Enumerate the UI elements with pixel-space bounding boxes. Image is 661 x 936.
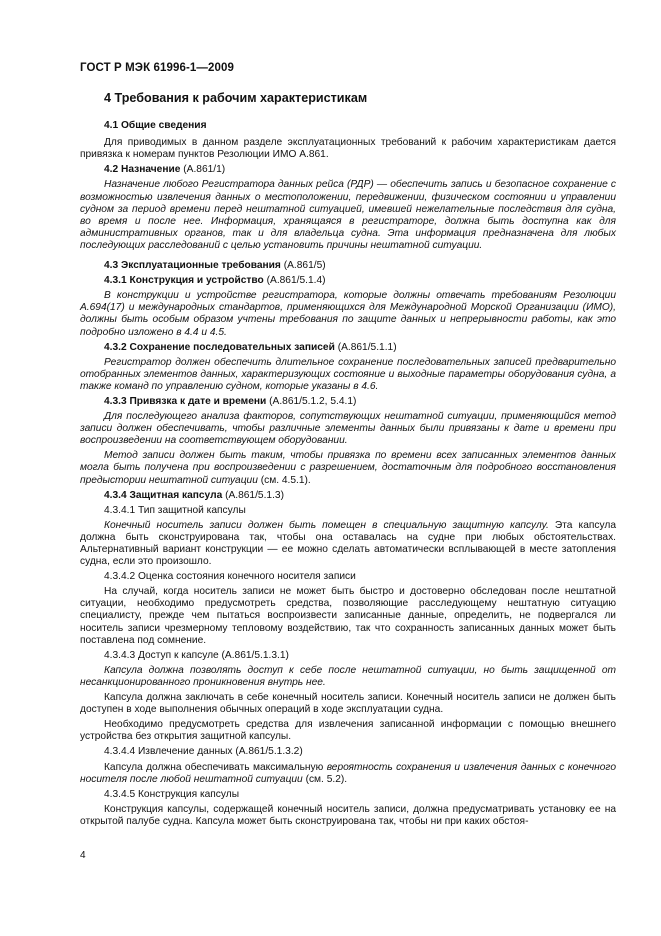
paragraph-4-2: Назначение любого Регистратора данных рейса (РДР) — обеспечить запись и безопасное сохранение с возможностью извлечения данных о местоположении, передвижении, физическом состоянии и управлении судном за период времени перед нештатной ситуацией, имевшей нежелательные последствия для судна, во время и после нее. Информация, хранящаяся в регистраторе, должна быть доступна как для административных органов, так и для владельца судна. Эта информация предназначена для любых последующих расследований с целью установить причины нештатной ситуации. — [80, 179, 616, 251]
paragraph-4-3-4-4: Капсула должна обеспечивать максимальную вероятность сохранения и извлечения данных с конечного носителя после любой нештатной ситуации (см. 5.2). — [80, 761, 616, 785]
heading-4-3-4-4: 4.3.4.4 Извлечение данных (A.861/5.1.3.2) — [104, 746, 303, 758]
paragraph-4-3-4-3b: Капсула должна заключать в себе конечный носитель записи. Конечный носитель записи не должен быть доступен в ходе выполнения обычных операций в ходе эксплуатации судна. — [80, 692, 616, 716]
heading-4-1: 4.1 Общие сведения — [104, 120, 207, 132]
paragraph-4-3-4-2: На случай, когда носитель записи не может быть быстро и достоверно обследован после нештатной ситуации, необходимо предусмотреть средства, позволяющие расследующему нештатную ситуацию специалисту, прежде чем пытаться воспроизвести записанные данные, определить, не подвергался ли носитель записи чрезмерному тепловому воздействию, так что сохранность записанных данных может быть поставлена под сомнение. — [80, 586, 616, 646]
heading-4-3-4-3: 4.3.4.3 Доступ к капсуле (A.861/5.1.3.1) — [104, 649, 289, 661]
document-header: ГОСТ Р МЭК 61996-1—2009 — [80, 62, 234, 74]
paragraph-4-3-3b: Метод записи должен быть таким, чтобы привязка по времени всех записанных элементов данных могла быть получена при воспроизведении с разрешением, достаточным для подробного восстановления предыстории нештатной ситуации (см. 4.5.1). — [80, 450, 616, 486]
heading-4-3-4: 4.3.4 Защитная капсула (A.861/5.1.3) — [104, 489, 284, 501]
page-number: 4 — [80, 850, 86, 861]
document-body — [80, 92, 616, 831]
heading-4-3-3: 4.3.3 Привязка к дате и времени (A.861/5.1.2, 5.4.1) — [104, 395, 357, 407]
section-title: 4 Требования к рабочим характеристикам — [104, 91, 368, 105]
paragraph-4-3-4-1: Конечный носитель записи должен быть помещен в специальную защитную капсулу. Эта капсула должна быть сконструирована так, чтобы она оставалась на судне при любых обстоятельствах. Альтернативный вариант конструкции — ее можно сделать автоматически всплывающей в месте затопления судна, если это произошло. — [80, 519, 616, 568]
heading-4-3-4-5: 4.3.4.5 Конструкция капсулы — [104, 788, 240, 800]
heading-4-2: 4.2 Назначение (A.861/1) — [104, 164, 226, 176]
heading-4-3-4-1: 4.3.4.1 Тип защитной капсулы — [104, 504, 246, 516]
paragraph-4-3-4-5: Конструкция капсулы, содержащей конечный носитель записи, должна предусматривать установку ее на открытой палубе судна. Капсула может быть сконструирована так, чтобы ни при каких обстоя- — [80, 803, 616, 827]
heading-4-3: 4.3 Эксплуатационные требования (A.861/5) — [104, 260, 326, 272]
heading-4-3-4-2: 4.3.4.2 Оценка состояния конечного носителя записи — [104, 571, 356, 583]
paragraph-4-3-4-3c: Необходимо предусмотреть средства для извлечения записанной информации с помощью внешнего устройства без открытия защитной капсулы. — [80, 719, 616, 743]
paragraph-4-3-4-3a: Капсула должна позволять доступ к себе после нештатной ситуации, но быть защищенной от несанкционированного проникновения внутрь нее. — [80, 664, 616, 688]
heading-4-3-1: 4.3.1 Конструкция и устройство (A.861/5.1.4) — [104, 275, 326, 287]
paragraph-4-3-1: В конструкции и устройстве регистратора, которые должны отвечать требованиям Резолюции A.694(17) и международных стандартов, применяющихся для Международной Морской Организации (ИМО), должны быть особым образом учтены требования по защите данных и непрерывности работы, как это подробно изложено в 4.4 и 4.5. — [80, 290, 616, 338]
heading-4-3-2: 4.3.2 Сохранение последовательных записей (A.861/5.1.1) — [104, 341, 397, 353]
paragraph-4-3-2: Регистратор должен обеспечить длительное сохранение последовательных записей предварительно отобранных элементов данных, характеризующих состояние и выходные параметры оборудования судна, а также команд по управлению судном, которые указаны в 4.6. — [80, 356, 616, 392]
paragraph-4-1: Для приводимых в данном разделе эксплуатационных требований к рабочим характеристикам дается привязка к номерам пунктов Резолюции ИМО A.861. — [80, 137, 616, 161]
paragraph-4-3-3a: Для последующего анализа факторов, сопутствующих нештатной ситуации, применяющийся метод записи должен обеспечивать, чтобы различные элементы данных были привязаны к дате и времени при воспроизведении на соответствующем оборудовании. — [80, 411, 616, 447]
